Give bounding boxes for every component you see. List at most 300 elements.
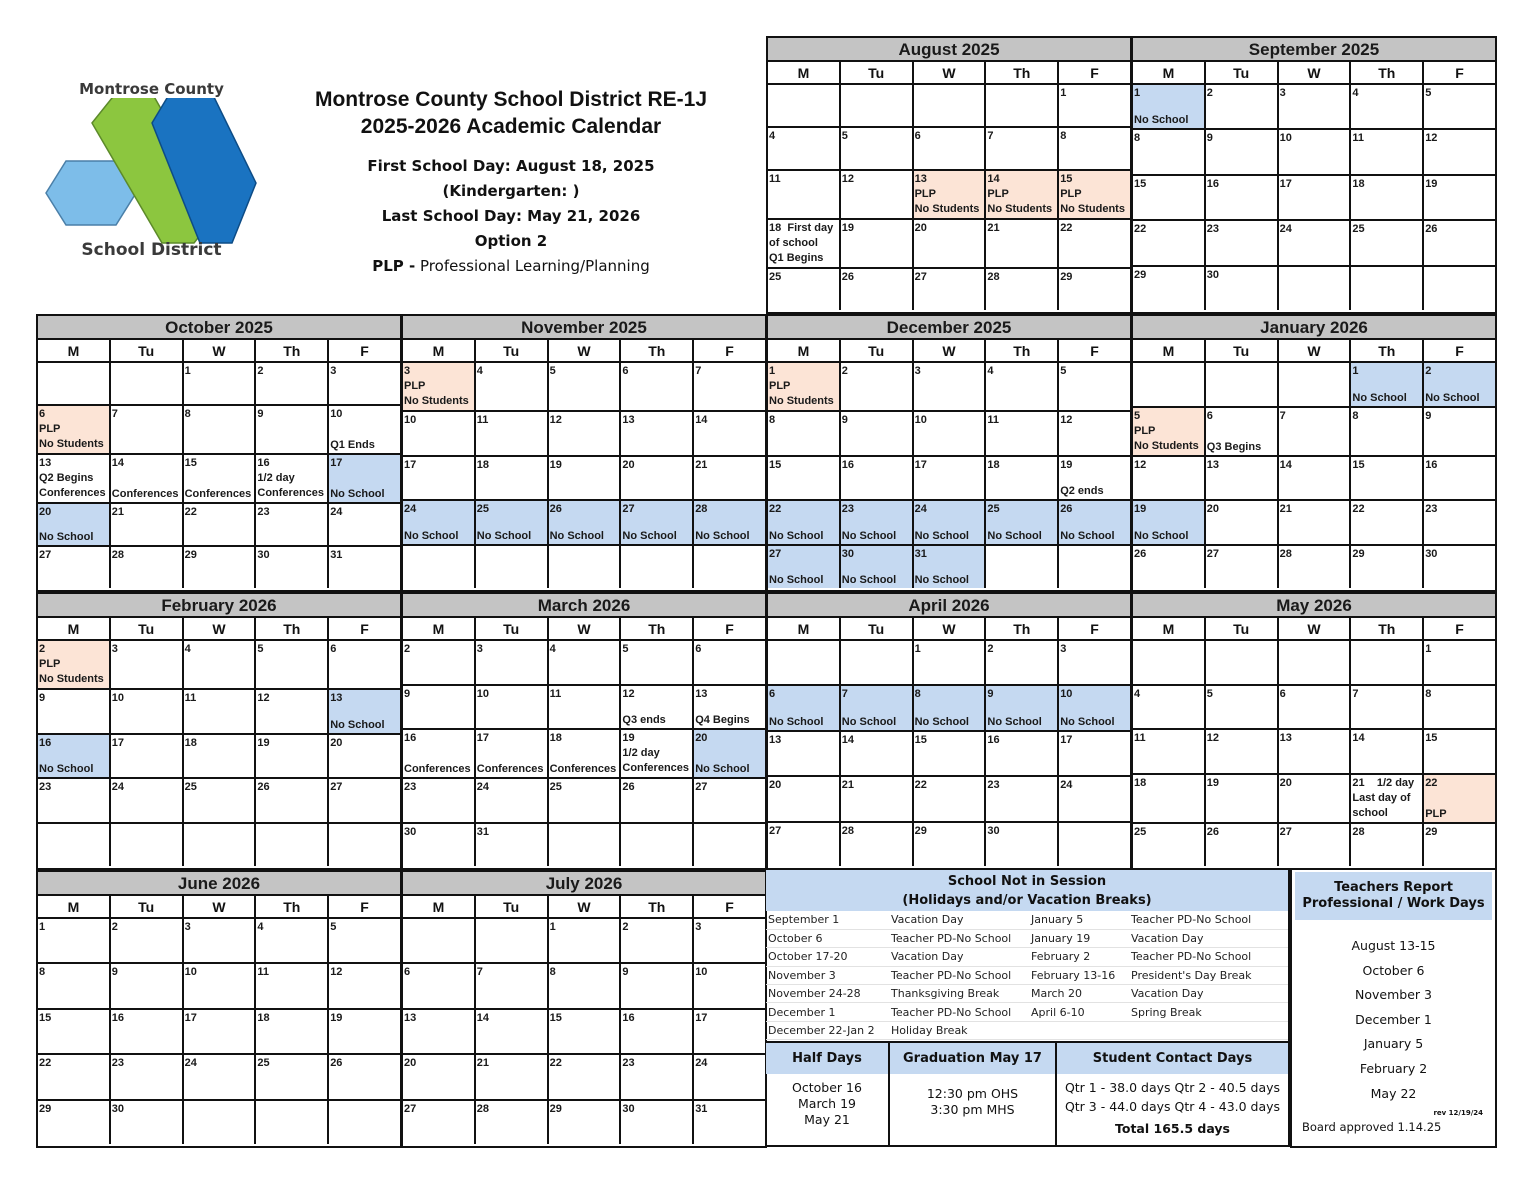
day-cell: [476, 730, 549, 777]
day-number: 3: [914, 365, 921, 377]
day-note: PLP: [404, 380, 426, 392]
day-number: 12: [1134, 458, 1147, 471]
day-number: 17: [914, 458, 927, 471]
day-cell: [476, 964, 549, 1007]
weeks-grid: [38, 363, 400, 588]
day-number: 30: [111, 1102, 125, 1115]
day-cell-no-school: [841, 546, 914, 589]
day-cell: [38, 919, 111, 962]
teachers-report-dates: [1292, 934, 1495, 1106]
day-number: 28: [987, 271, 1000, 283]
day-note: No School: [1134, 114, 1189, 127]
day-note: PLP: [914, 188, 936, 200]
day-number: 13: [39, 457, 52, 469]
day-cell: [549, 1101, 622, 1144]
month-title: August 2025: [768, 38, 1130, 62]
weekday-label: Th: [986, 62, 1059, 83]
day-number: 2: [1206, 87, 1213, 99]
week-row: [768, 171, 1130, 220]
month-november-2025: [401, 314, 767, 592]
day-cell: [549, 457, 622, 500]
day-number: 26: [549, 503, 562, 515]
day-cell: [768, 220, 841, 267]
weekday-label: Th: [1351, 62, 1424, 83]
day-number: 29: [1352, 547, 1365, 560]
day-cell: [914, 777, 987, 820]
weekday-label: W: [1279, 62, 1352, 83]
day-note: 1/2 day: [1364, 776, 1415, 789]
day-note: Conferences: [404, 763, 471, 775]
day-number: 20: [914, 222, 927, 234]
day-number: 29: [914, 824, 927, 837]
day-cell-no-school: [914, 686, 987, 729]
day-cell: [476, 1010, 549, 1053]
day-number: 8: [184, 408, 191, 420]
not-in-session-title: School Not in Session: [947, 874, 1107, 889]
table-row: November 24-28 Thanksgiving Break March 20 Vacation Day: [766, 985, 1288, 1003]
month-title: June 2026: [38, 872, 400, 896]
day-number: 20: [695, 732, 708, 744]
list-item: January 5: [1363, 1036, 1424, 1052]
day-number: 4: [476, 365, 483, 377]
day-number: 26: [330, 1057, 343, 1070]
weekday-header-row: [768, 618, 1130, 641]
day-cell: [403, 730, 476, 777]
day-cell: [256, 455, 329, 502]
weekday-label: W: [914, 62, 987, 83]
day-number: 25: [769, 271, 782, 283]
day-number: 29: [549, 1102, 562, 1115]
student-contact-title: Student Contact Days: [1057, 1043, 1288, 1074]
day-note: No School: [769, 715, 824, 728]
day-cell-plp: [1133, 408, 1206, 455]
day-cell: [1206, 85, 1279, 128]
week-row: [768, 412, 1130, 457]
day-cell: [914, 732, 987, 775]
day-number: 17: [404, 458, 417, 471]
day-number: 14: [695, 414, 708, 426]
day-cell-no-school: [1133, 501, 1206, 544]
weekday-label: M: [768, 62, 841, 83]
day-number: 13: [914, 173, 927, 185]
day-number: 15: [549, 1011, 562, 1024]
day-number: 27: [404, 1102, 417, 1115]
day-number: 12: [1206, 732, 1220, 744]
day-cell: [329, 779, 400, 822]
day-number: 23: [1206, 223, 1220, 236]
day-number: 27: [769, 547, 782, 560]
day-cell: [1206, 130, 1279, 173]
day-cell: [1059, 128, 1130, 169]
day-cell-plp: [768, 363, 841, 410]
month-title: April 2026: [768, 594, 1130, 618]
day-cell: [38, 964, 111, 1007]
week-row: [403, 546, 765, 589]
day-cell: [111, 964, 184, 1007]
day-cell: [256, 406, 329, 453]
day-cell-no-school: [476, 501, 549, 544]
day-cell: [403, 824, 476, 867]
day-number: 16: [404, 732, 417, 744]
weekday-label: F: [360, 899, 369, 915]
day-cell: [1133, 775, 1206, 822]
day-cell-no-school: [38, 504, 111, 545]
weekday-label: W: [1279, 340, 1352, 361]
day-note: No School: [1060, 529, 1115, 542]
day-note: No School: [914, 574, 969, 586]
day-cell: [476, 1055, 549, 1098]
weekday-label: F: [725, 343, 734, 359]
day-cell: [694, 546, 765, 589]
day-cell: [476, 1101, 549, 1144]
table-row: December 1 Teacher PD-No School April 6-10 Spring Break: [766, 1003, 1288, 1021]
day-number: 10: [330, 408, 343, 420]
half-days-title: Half Days: [766, 1043, 888, 1074]
day-number: 15: [39, 1011, 52, 1024]
day-number: 10: [184, 966, 197, 979]
weekday-label: W: [549, 618, 622, 639]
day-number: 5: [1206, 687, 1213, 700]
day-number: 19: [1134, 503, 1147, 515]
day-number: 19: [841, 222, 855, 234]
day-number: 30: [622, 1102, 635, 1115]
day-cell: [841, 777, 914, 820]
day-cell: [621, 964, 694, 1007]
week-row: [38, 455, 400, 504]
week-row: [768, 823, 1130, 866]
day-number: 28: [111, 549, 125, 561]
weekday-label: M: [403, 896, 476, 917]
weeks-grid: [38, 641, 400, 866]
day-cell: [841, 823, 914, 866]
day-note: 1/2 day: [622, 747, 660, 759]
day-cell: [1206, 176, 1279, 219]
day-number: 29: [184, 549, 197, 561]
day-cell: [621, 546, 694, 589]
day-number: 6: [1206, 409, 1213, 422]
day-number: 9: [39, 692, 46, 704]
week-row: [403, 412, 765, 457]
day-cell: [329, 504, 400, 545]
day-cell: [1424, 85, 1495, 128]
day-cell: [1133, 267, 1206, 310]
weekday-label: F: [1455, 343, 1464, 359]
day-cell: [256, 1055, 329, 1098]
day-cell: [1059, 457, 1130, 500]
day-note: of school: [769, 237, 818, 249]
day-number: 19: [1425, 177, 1438, 190]
day-number: 26: [622, 781, 635, 793]
weekday-label: Tu: [476, 896, 549, 917]
day-note: No School: [695, 763, 750, 775]
weekday-label: W: [184, 896, 257, 917]
weekday-label: M: [403, 618, 476, 639]
day-cell: [403, 1010, 476, 1053]
day-number: 1: [769, 365, 776, 377]
weekday-label: Tu: [111, 340, 184, 361]
day-cell: [768, 85, 841, 126]
day-number: 20: [404, 1057, 417, 1070]
week-row: [38, 964, 400, 1009]
day-number: 28: [695, 503, 708, 515]
day-cell: [914, 85, 987, 126]
day-number: 13: [1279, 732, 1292, 744]
day-number: 29: [1134, 268, 1147, 281]
day-number: 11: [1134, 732, 1146, 744]
day-number: 30: [987, 824, 1000, 837]
day-number: 23: [622, 1057, 635, 1070]
weekday-label: W: [1279, 618, 1352, 639]
day-number: 2: [111, 921, 118, 933]
day-cell-no-school: [1059, 501, 1130, 544]
day-cell: [111, 824, 184, 867]
day-note: No Students: [914, 203, 980, 215]
weekday-label: W: [549, 896, 622, 917]
weekday-label: Th: [621, 896, 694, 917]
day-cell: [38, 690, 111, 733]
day-cell: [1279, 267, 1352, 310]
day-cell: [694, 363, 765, 410]
weekday-label: M: [1133, 618, 1206, 639]
day-cell: [549, 919, 622, 962]
day-note: Q2 Begins: [39, 472, 94, 484]
weeks-grid: [38, 919, 400, 1144]
day-cell-plp: [1424, 775, 1495, 822]
day-cell: [1206, 775, 1279, 822]
list-item: May 22: [1370, 1085, 1417, 1101]
week-row: [768, 732, 1130, 777]
day-cell: [476, 686, 549, 729]
week-row: [1133, 408, 1495, 457]
day-cell: [1351, 176, 1424, 219]
month-march-2026: [401, 592, 767, 870]
day-cell: [111, 363, 184, 404]
weekday-label: Th: [256, 340, 329, 361]
week-row: [1133, 641, 1495, 686]
day-cell: [549, 1010, 622, 1053]
day-cell: [621, 457, 694, 500]
list-item: February 2: [1359, 1060, 1428, 1076]
weekday-header-row: [1133, 340, 1495, 363]
day-cell: [986, 823, 1059, 866]
month-may-2026: [1131, 592, 1497, 870]
day-number: 1: [1134, 87, 1141, 99]
day-cell-plp: [403, 363, 476, 410]
day-number: 16: [987, 733, 1000, 746]
day-cell-no-school: [403, 501, 476, 544]
day-cell: [1279, 501, 1352, 544]
day-note: No School: [330, 718, 385, 731]
week-row: [1133, 775, 1495, 824]
day-cell: [184, 641, 257, 688]
day-cell: [694, 412, 765, 455]
day-number: 5: [841, 130, 848, 142]
day-cell: [476, 363, 549, 410]
day-cell: [621, 919, 694, 962]
day-cell: [403, 779, 476, 822]
day-number: 25: [257, 1057, 270, 1070]
day-number: 16: [257, 457, 270, 469]
day-cell: [986, 641, 1059, 684]
week-row: [768, 777, 1130, 822]
day-cell: [1351, 546, 1424, 589]
weeks-grid: [1133, 363, 1495, 588]
day-note: Conferences: [622, 762, 690, 774]
day-cell: [1206, 686, 1279, 729]
day-number: 18: [1134, 776, 1147, 789]
day-number: 6: [695, 643, 702, 655]
list-item: August 13-15: [1351, 938, 1436, 953]
weekday-label: Tu: [111, 896, 184, 917]
calendar-header: [36, 36, 766, 314]
day-number: 26: [1134, 547, 1147, 560]
week-row: [403, 457, 765, 502]
day-number: 25: [549, 781, 562, 793]
day-cell: [403, 1055, 476, 1098]
day-cell: [1279, 457, 1352, 500]
day-number: 31: [695, 1102, 708, 1115]
day-number: 25: [184, 781, 197, 793]
day-cell-no-school: [1351, 363, 1424, 406]
week-row: [38, 641, 400, 690]
week-row: [38, 406, 400, 455]
day-cell: [914, 457, 987, 500]
plp-legend: [261, 254, 761, 279]
week-row: [768, 220, 1130, 269]
day-number: 28: [1352, 825, 1365, 838]
day-number: 5: [257, 643, 264, 655]
day-cell: [184, 964, 257, 1007]
day-cell: [549, 730, 622, 777]
day-cell: [768, 823, 841, 866]
day-cell: [184, 690, 257, 733]
day-number: 13: [1206, 458, 1220, 471]
day-cell-no-school: [841, 686, 914, 729]
day-cell: [1279, 363, 1352, 406]
day-number: 2: [1425, 365, 1432, 377]
day-number: 19: [549, 458, 562, 471]
teachers-report-box: [1290, 870, 1497, 1148]
table-row: December 22-Jan 2 Holiday Break: [766, 1021, 1288, 1039]
week-row: [768, 501, 1130, 546]
day-cell: [621, 412, 694, 455]
day-note: PLP: [1425, 807, 1447, 820]
day-cell: [38, 1101, 111, 1144]
weeks-grid: [403, 363, 765, 588]
day-number: 10: [914, 414, 927, 426]
day-number: 28: [1279, 547, 1292, 560]
day-cell: [1351, 85, 1424, 128]
day-cell: [403, 412, 476, 455]
month-title: December 2025: [768, 316, 1130, 340]
day-number: 22: [769, 503, 782, 515]
day-cell: [986, 85, 1059, 126]
day-note: No School: [39, 763, 94, 775]
day-number: 24: [914, 503, 927, 515]
day-cell: [184, 1055, 257, 1098]
day-number: 11: [1352, 132, 1365, 145]
weekday-header-row: [768, 62, 1130, 85]
day-number: 17: [1060, 733, 1073, 746]
weekday-label: Th: [621, 618, 694, 639]
plp-key: PLP -: [372, 257, 416, 275]
day-number: 8: [39, 966, 46, 979]
day-cell: [841, 171, 914, 218]
day-cell: [1279, 221, 1352, 264]
day-number: 29: [1060, 271, 1073, 283]
weekday-label: Tu: [841, 340, 914, 361]
day-note: No School: [987, 715, 1042, 728]
day-cell: [1206, 221, 1279, 264]
week-row: [1133, 501, 1495, 546]
day-number: 17: [1279, 177, 1292, 190]
weekday-label: Tu: [841, 62, 914, 83]
day-cell: [914, 363, 987, 410]
day-cell: [184, 779, 257, 822]
day-cell: [403, 686, 476, 729]
day-cell: [1279, 775, 1352, 822]
day-cell: [914, 412, 987, 455]
day-cell: [1206, 546, 1279, 589]
day-number: 2: [404, 643, 411, 655]
day-cell: [329, 964, 400, 1007]
day-number: 23: [257, 506, 270, 518]
day-cell: [1351, 501, 1424, 544]
day-number: 3: [695, 921, 702, 933]
day-cell: [111, 1101, 184, 1144]
day-number: 18: [987, 458, 1000, 471]
graduation-title: Graduation May 17: [890, 1043, 1055, 1074]
week-row: [38, 504, 400, 547]
day-cell: [1133, 546, 1206, 589]
day-cell-no-school: [621, 501, 694, 544]
day-number: 3: [476, 643, 483, 655]
day-number: 1: [1352, 365, 1359, 377]
day-note: Conferences: [39, 487, 106, 499]
day-number: 1: [39, 921, 46, 933]
day-number: 17: [695, 1011, 708, 1024]
day-cell-plp: [914, 171, 987, 218]
day-number: 12: [257, 692, 270, 704]
week-row: [403, 1055, 765, 1100]
day-note: Q4 Begins: [695, 714, 750, 726]
day-note: No School: [914, 715, 969, 728]
day-cell: [841, 269, 914, 310]
month-title: February 2026: [38, 594, 400, 618]
kindergarten-note: (Kindergarten: ): [442, 182, 580, 200]
day-number: 7: [841, 688, 848, 701]
day-number: 18 First day: [769, 222, 834, 234]
logo-hexagon-icon: [44, 98, 259, 248]
weekday-label: F: [725, 899, 734, 915]
day-number: 7: [111, 408, 118, 420]
day-cell: [38, 455, 111, 502]
week-row: [38, 690, 400, 735]
weeks-grid: [768, 363, 1130, 588]
day-cell: [476, 824, 549, 867]
weekday-label: Tu: [476, 618, 549, 639]
day-cell-no-school: [1059, 686, 1130, 729]
day-cell: [38, 1055, 111, 1098]
week-row: [1133, 824, 1495, 867]
day-cell: [184, 406, 257, 453]
day-cell: [1351, 686, 1424, 729]
day-number: 11: [769, 173, 781, 185]
day-cell: [256, 504, 329, 545]
day-cell: [694, 686, 765, 729]
day-cell: [694, 779, 765, 822]
day-cell: [1059, 363, 1130, 410]
